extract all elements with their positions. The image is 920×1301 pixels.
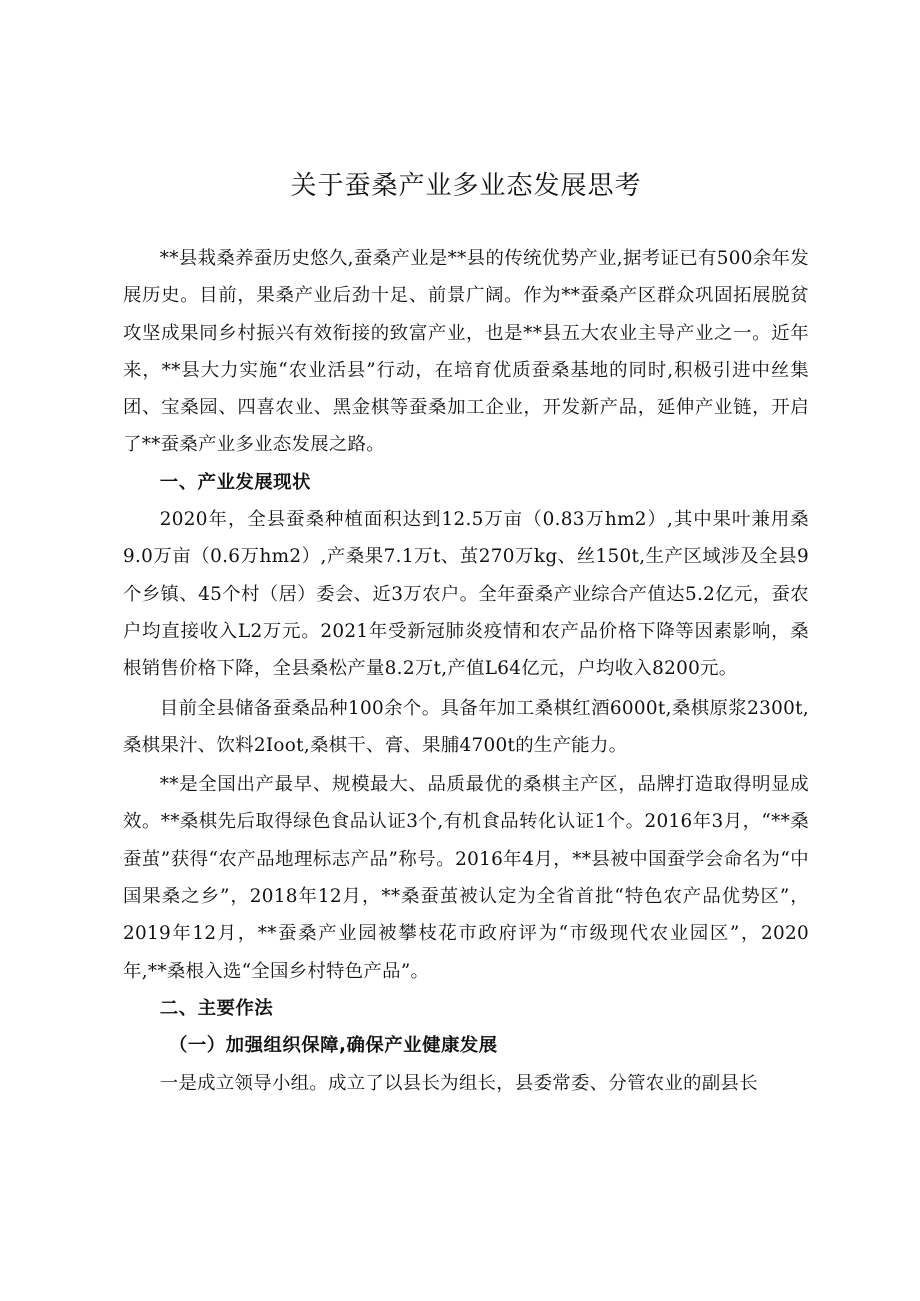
status-paragraph-capacity: 目前全县储备蚕桑品种100余个。具备年加工桑棋红酒6000t,桑棋原浆2300t,桑棋果汁、饮料2Ioot,桑棋干、膏、果脯4700t的生产能力。 xyxy=(123,697,809,756)
methods-paragraph-leadership: 一是成立领导小组。成立了以县长为组长，县委常委、分管农业的副县长 xyxy=(159,1072,758,1094)
section-heading-methods: 二、主要作法 xyxy=(159,997,274,1019)
section-heading-status: 一、产业发展现状 xyxy=(159,471,311,493)
document-title: 关于蚕桑产业多业态发展思考 xyxy=(290,171,642,201)
subsection-heading-organization: （一）加强组织保障,确保产业健康发展 xyxy=(169,1035,498,1057)
status-paragraph-brand: **是全国出产最早、规模最大、品质最优的桑棋主产区，品牌打造取得明显成效。**桑棋先后取得绿色食品认证3个,有机食品转化认证1个。2016年3月，“**桑蚕茧”获得“农产品地理标志产品”称号。2016年4月，**县被中国蚕学会命名为“中国果桑之乡”，2018年12月，**桑蚕茧被认定为全省首批“特色农产品优势区”，2019年12月，**蚕桑产业园被攀枝花市政府评为“市级现代农业园区”，2020年,**桑根入选“全国乡村特色产品”。 xyxy=(123,774,809,982)
document-body xyxy=(123,240,809,1102)
intro-paragraph: **县栽桑养蚕历史悠久,蚕桑产业是**县的传统优势产业,据考证已有500余年发展历史。目前，果桑产业后劲十足、前景广阔。作为**蚕桑产区群众巩固拓展脱贫攻坚成果同乡村振兴有效衔接的致富产业，也是**县五大农业主导产业之一。近年来，**县大力实施“农业活县”行动，在培育优质蚕桑基地的同时,积极引进中丝集团、宝桑园、四喜农业、黑金棋等蚕桑加工企业，开发新产品，延伸产业链，开启了**蚕桑产业多业态发展之路。 xyxy=(123,248,809,456)
status-paragraph-statistics: 2020年，全县蚕桑种植面积达到12.5万亩（0.83万hm2）,其中果叶兼用桑9.0万亩（0.6万hm2）,产桑果7.1万t、茧270万kg、丝150t,生产区域涉及全县9个乡镇、45个村（居）委会、近3万农户。全年蚕桑产业综合产值达5.2亿元，蚕农户均直接收入L2万元。2021年受新冠肺炎疫情和农产品价格下降等因素影响，桑根销售价格下降，全县桑松产量8.2万t,产值L64亿元，户均收入8200元。 xyxy=(123,509,809,680)
